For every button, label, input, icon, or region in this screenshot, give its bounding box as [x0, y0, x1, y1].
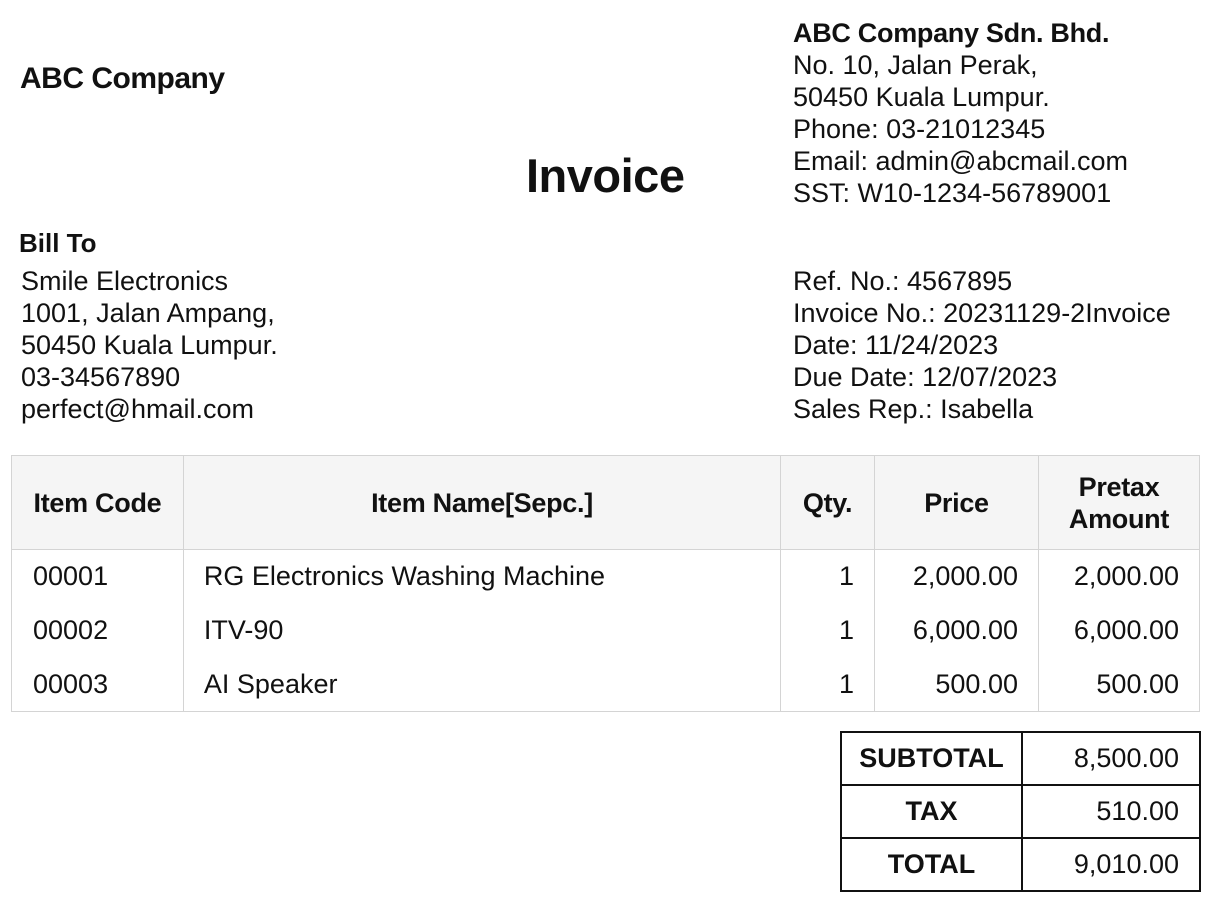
- item-name: ITV-90: [183, 604, 780, 658]
- col-header-pretax-line1: Pretax: [1078, 471, 1160, 502]
- invoice-meta: [793, 265, 1171, 425]
- subtotal-label: SUBTOTAL: [841, 732, 1022, 785]
- item-amount: 6,000.00: [1038, 604, 1199, 658]
- seller-info: [793, 17, 1128, 209]
- total-value: 9,010.00: [1022, 838, 1200, 891]
- customer-address-line2: 50450 Kuala Lumpur.: [21, 330, 278, 360]
- sales-rep: Sales Rep.: Isabella: [793, 394, 1034, 424]
- total-label: TOTAL: [841, 838, 1022, 891]
- item-qty: 1: [781, 604, 875, 658]
- item-qty: 1: [781, 550, 875, 604]
- bill-to-info: [21, 265, 278, 425]
- seller-sst: SST: W10-1234-56789001: [793, 178, 1112, 208]
- due-date: Due Date: 12/07/2023: [793, 362, 1058, 392]
- item-code: 00001: [12, 550, 184, 604]
- item-price: 2,000.00: [875, 550, 1039, 604]
- item-name: RG Electronics Washing Machine: [183, 550, 780, 604]
- items-table: [11, 455, 1200, 712]
- bill-to-heading: Bill To: [19, 228, 97, 258]
- item-amount: 2,000.00: [1038, 550, 1199, 604]
- table-row: [12, 604, 1200, 658]
- items-header-row: [12, 456, 1200, 550]
- table-row: [12, 658, 1200, 712]
- col-header-pretax-amount: [1038, 456, 1199, 550]
- customer-phone: 03-34567890: [21, 362, 181, 392]
- customer-address-line1: 1001, Jalan Ampang,: [21, 298, 275, 328]
- item-amount: 500.00: [1038, 658, 1199, 712]
- total-row: [841, 838, 1200, 891]
- subtotal-row: [841, 732, 1200, 785]
- seller-phone: Phone: 03-21012345: [793, 114, 1046, 144]
- item-price: 6,000.00: [875, 604, 1039, 658]
- invoice-date: Date: 11/24/2023: [793, 330, 999, 360]
- subtotal-value: 8,500.00: [1022, 732, 1200, 785]
- item-code: 00002: [12, 604, 184, 658]
- customer-name: Smile Electronics: [21, 266, 229, 296]
- item-name: AI Speaker: [183, 658, 780, 712]
- col-header-pretax-line2: Amount: [1068, 503, 1170, 534]
- item-code: 00003: [12, 658, 184, 712]
- col-header-price: Price: [875, 456, 1039, 550]
- col-header-item-code: Item Code: [12, 456, 184, 550]
- invoice-no: Invoice No.: 20231129-2Invoice: [793, 298, 1171, 328]
- ref-no: Ref. No.: 4567895: [793, 266, 1013, 296]
- col-header-qty: Qty.: [781, 456, 875, 550]
- seller-email: Email: admin@abcmail.com: [793, 146, 1129, 176]
- page-title: Invoice: [526, 149, 685, 202]
- seller-name: ABC Company Sdn. Bhd.: [793, 18, 1110, 48]
- col-header-item-name: Item Name[Sepc.]: [183, 456, 780, 550]
- company-name: ABC Company: [20, 62, 225, 95]
- seller-address-line2: 50450 Kuala Lumpur.: [793, 82, 1050, 112]
- seller-address-line1: No. 10, Jalan Perak,: [793, 50, 1038, 80]
- tax-row: [841, 785, 1200, 838]
- table-row: [12, 550, 1200, 604]
- totals-table: [840, 731, 1201, 892]
- tax-value: 510.00: [1022, 785, 1200, 838]
- item-qty: 1: [781, 658, 875, 712]
- tax-label: TAX: [841, 785, 1022, 838]
- item-price: 500.00: [875, 658, 1039, 712]
- customer-email: perfect@hmail.com: [21, 394, 254, 424]
